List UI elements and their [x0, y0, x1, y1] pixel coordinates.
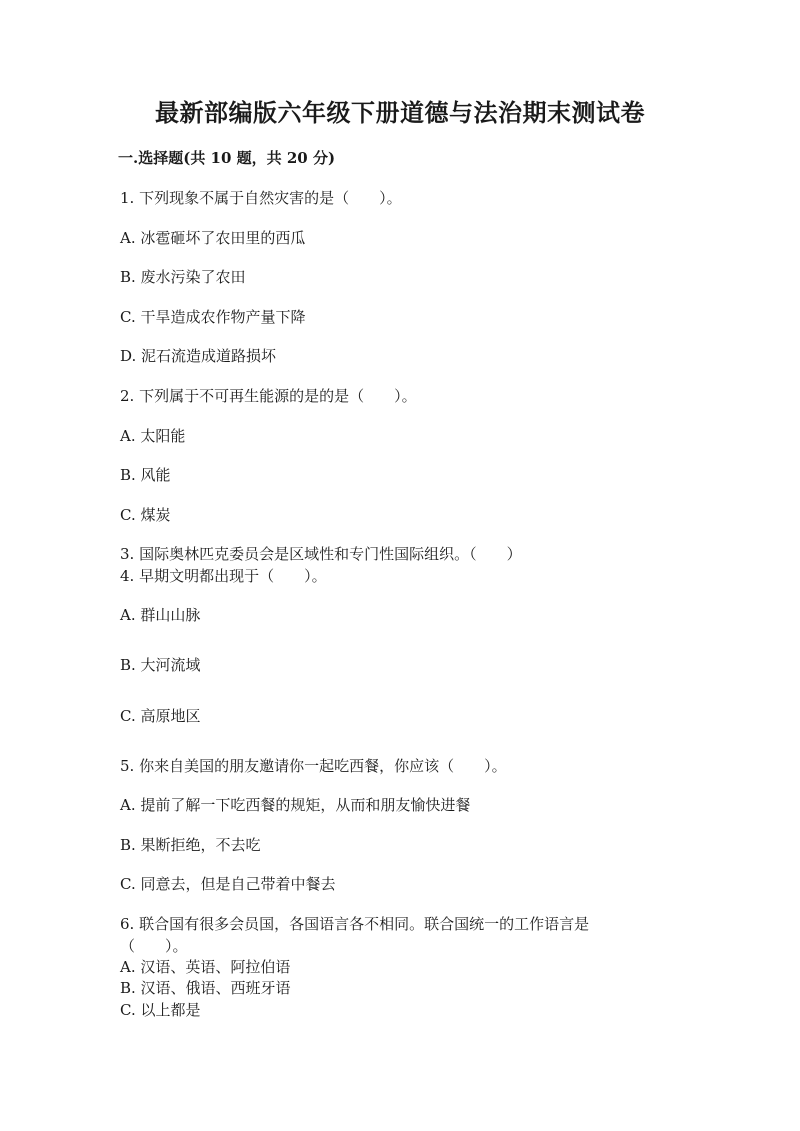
question-2-option-c: C. 煤炭: [120, 506, 171, 524]
question-1-option-c: C. 干旱造成农作物产量下降: [120, 308, 306, 326]
question-1-option-b: B. 废水污染了农田: [120, 268, 246, 286]
question-6-stem-line-1: 6. 联合国有很多会员国，各国语言各不相同。联合国统一的工作语言是: [120, 915, 590, 933]
section-heading: 一.选择题(共 10 题，共 20 分): [118, 149, 336, 167]
question-2-stem: 2. 下列属于不可再生能源的是的是（ ）。: [120, 387, 417, 405]
question-1-stem: 1. 下列现象不属于自然灾害的是（ ）。: [120, 189, 402, 207]
question-4-option-c: C. 高原地区: [120, 707, 201, 725]
question-5-option-c: C. 同意去，但是自己带着中餐去: [120, 875, 336, 893]
question-5-stem: 5. 你来自美国的朋友邀请你一起吃西餐，你应该（ ）。: [120, 757, 507, 775]
question-1-option-d: D. 泥石流造成道路损坏: [120, 347, 277, 365]
question-4-option-b: B. 大河流域: [120, 656, 201, 674]
question-6-option-c: C. 以上都是: [120, 1001, 201, 1019]
question-6-option-a: A. 汉语、英语、阿拉伯语: [120, 958, 291, 976]
question-6-stem-line-2: （ ）。: [120, 937, 188, 955]
question-5-option-b: B. 果断拒绝，不去吃: [120, 836, 261, 854]
question-6-option-b: B. 汉语、俄语、西班牙语: [120, 979, 291, 997]
question-1-option-a: A. 冰雹砸坏了农田里的西瓜: [120, 229, 306, 247]
question-2-option-b: B. 风能: [120, 466, 171, 484]
question-4-option-a: A. 群山山脉: [120, 606, 201, 624]
question-2-option-a: A. 太阳能: [120, 427, 186, 445]
question-3-stem: 3. 国际奥林匹克委员会是区域性和专门性国际组织。（ ）: [120, 545, 522, 563]
question-4-stem: 4. 早期文明都出现于（ ）。: [120, 567, 327, 585]
page-title: 最新部编版六年级下册道德与法治期末测试卷: [155, 98, 645, 127]
question-5-option-a: A. 提前了解一下吃西餐的规矩，从而和朋友愉快进餐: [120, 796, 471, 814]
